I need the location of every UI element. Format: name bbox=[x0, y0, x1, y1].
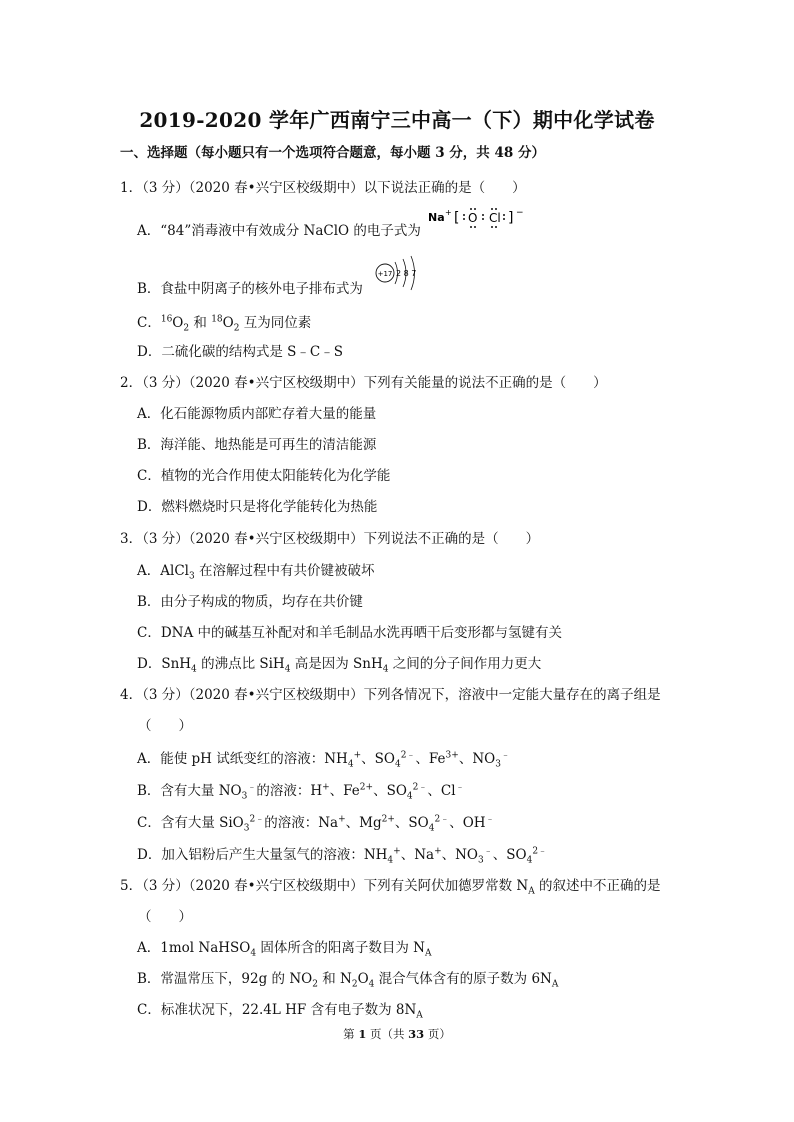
question-4: 4．（3 分）（2020 春•兴宁区校级期中）下列各情况下，溶液中一定能大量存在的离子组是 bbox=[120, 687, 661, 703]
nucleus-charge: +17 bbox=[377, 270, 393, 278]
question-4-paren: （ ） bbox=[138, 718, 192, 734]
na-charge: + bbox=[445, 208, 452, 217]
question-5: 5．（3 分）（2020 春•兴宁区校级期中）下列有关阿伏加德罗常数 $N_A$ 的叙述中不正确的是 bbox=[120, 878, 661, 897]
q3-option-b: B．由分子构成的物质，均存在共价键 bbox=[137, 594, 363, 610]
q3-option-c: C．DNA 中的碱基互补配对和羊毛制品水洗再晒干后变形都与氢键有关 bbox=[137, 625, 563, 641]
shell-electrons: 2 8 7 bbox=[396, 269, 417, 278]
question-stem: （3 分）（2020 春•兴宁区校级期中）以下说法正确的是（ ） bbox=[142, 180, 526, 196]
q4-option-c: C．含有大量 SiO$_3^{2﹣}$的溶液：Na+、$Mg^{2+}$、$SO_4^{2﹣}$、OH﹣ bbox=[137, 814, 495, 834]
q2-option-a: A．化石能源物质内部贮存着大量的能量 bbox=[137, 406, 377, 422]
svg-text:]: ] bbox=[508, 210, 514, 226]
q4-option-a: A．能使 pH 试纸变红的溶液：$NH_4^+$、$SO_4^{2﹣}$、$Fe^{3+}$、$NO_3^﹣$ bbox=[137, 750, 510, 770]
na-symbol: Na bbox=[428, 211, 445, 224]
q5-option-c: C．标准状况下，22.4L HF 含有电子数为 $8N_A$ bbox=[137, 1002, 423, 1021]
page-number: 1 bbox=[358, 1027, 367, 1041]
q2-option-d: D．燃料燃烧时只是将化学能转化为热能 bbox=[137, 499, 378, 515]
question-1 bbox=[120, 178, 526, 198]
q1-option-b: B．食盐中阴离子的核外电子排布式为 bbox=[137, 281, 363, 297]
q2-option-c: C．植物的光合作用使太阳能转化为化学能 bbox=[137, 468, 391, 484]
o-symbol: O bbox=[468, 211, 478, 225]
question-2: 2．（3 分）（2020 春•兴宁区校级期中）下列有关能量的说法不正确的是（ ） bbox=[120, 375, 607, 391]
svg-text:[: [ bbox=[454, 210, 460, 226]
q4-option-b: B．含有大量 $NO_3^﹣$的溶液：H+、$Fe^{2+}$、$SO_4^{2﹣}$、Cl﹣ bbox=[137, 782, 465, 802]
question-3: 3．（3 分）（2020 春•兴宁区校级期中）下列说法不正确的是（ ） bbox=[120, 531, 540, 547]
q2-option-b: B．海洋能、地热能是可再生的清洁能源 bbox=[137, 437, 377, 453]
page-total: 33 bbox=[408, 1027, 425, 1041]
page-title: 2019-2020 学年广西南宁三中高一（下）期中化学试卷 bbox=[139, 108, 655, 132]
q1-option-a: A．“84”消毒液中有效成分 NaClO 的电子式为 bbox=[137, 223, 421, 239]
chloride-ion-structure-icon bbox=[373, 252, 425, 294]
electron-formula-naclo-icon bbox=[428, 203, 528, 233]
page-footer: 第 1 页（共 33 页） bbox=[343, 1027, 451, 1041]
q5-option-a: A．1mol NaHSO$_4$ 固体所含的阳离子数目为 $N_A$ bbox=[137, 940, 432, 959]
ion-charge: − bbox=[516, 208, 524, 218]
q3-option-d: D．SnH$_4$ 的沸点比 SiH$_4$ 高是因为 SnH$_4$ 之间的分子间作用力更大 bbox=[137, 656, 542, 675]
q3-option-a: A．AlCl$_3$ 在溶解过程中有共价键被破坏 bbox=[137, 563, 375, 582]
q1-option-d: D．二硫化碳的结构式是 S﹣C﹣S bbox=[137, 344, 343, 360]
question-number: 1． bbox=[120, 180, 143, 196]
q4-option-d: D．加入铝粉后产生大量氢气的溶液：$NH_4^+$、Na+、$NO_3^﹣$、$SO_4^{2﹣}$ bbox=[137, 846, 548, 866]
cl-symbol: Cl bbox=[489, 211, 501, 225]
section-heading: 一、选择题（每小题只有一个选项符合题意，每小题 3 分，共 48 分） bbox=[120, 145, 545, 161]
q5-option-b: B．常温常压下，92g 的 $NO_2$ 和 $N_2O_4$ 混合气体含有的原子数为 $6N_A$ bbox=[137, 971, 559, 990]
q1-option-c: C．$^{16}O_2$ 和 $^{18}O_2$ 互为同位素 bbox=[137, 314, 312, 334]
question-5-paren: （ ） bbox=[138, 909, 192, 925]
